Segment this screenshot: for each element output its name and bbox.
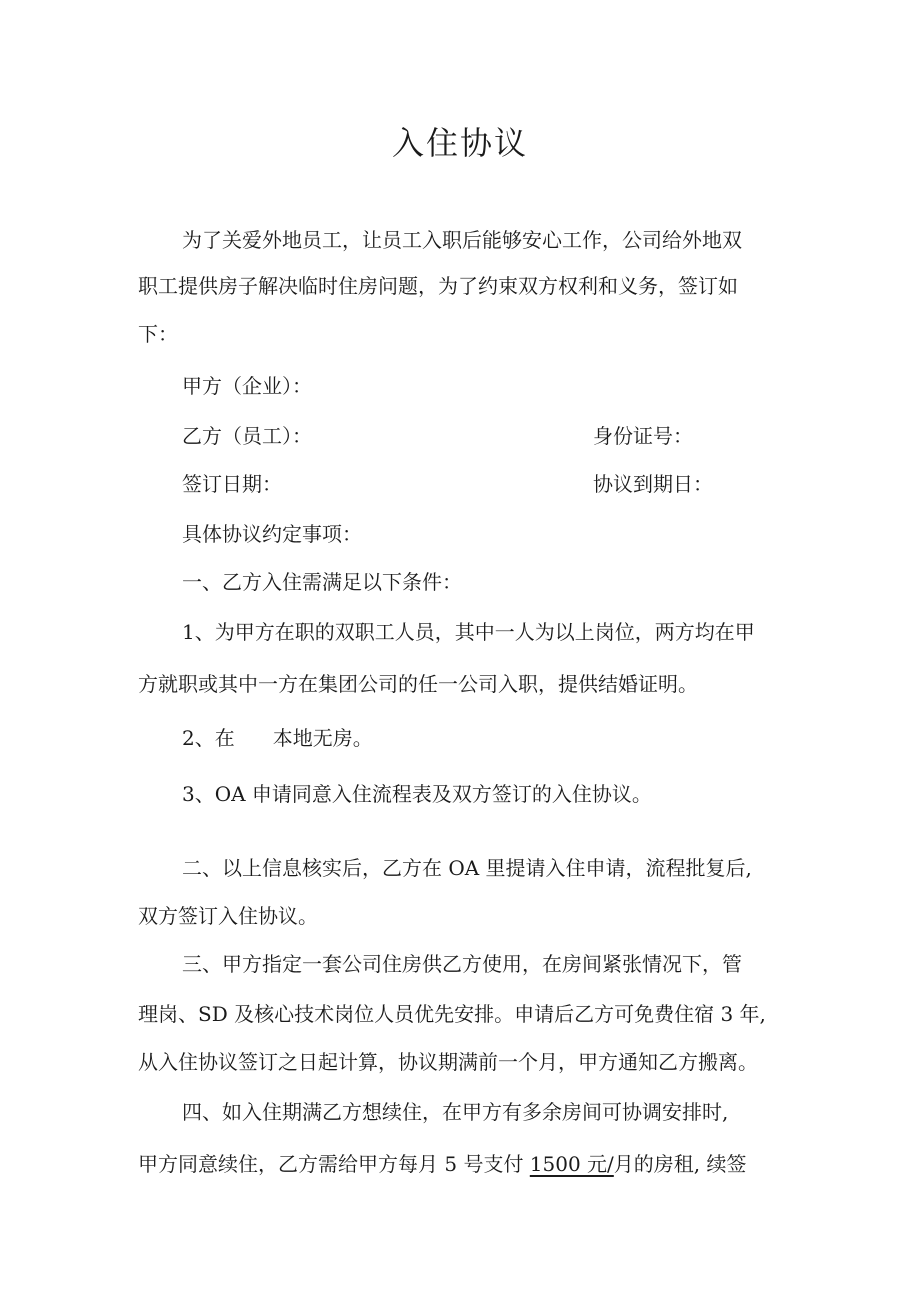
item-2-suffix: 本地无房。 <box>272 726 373 750</box>
intro-line-3: 下： <box>138 322 178 346</box>
section-1-item-1-line-1: 1、为甲方在职的双职工人员，其中一人为以上岗位，两方均在甲 <box>182 620 755 644</box>
section-3-line-3: 从入住协议签订之日起计算，协议期满前一个月，甲方通知乙方搬离。 <box>138 1050 758 1074</box>
intro-line-1: 为了关爱外地员工，让员工入职后能够安心工作，公司给外地双 <box>182 228 742 252</box>
section-2-line-1: 二、以上信息核实后，乙方在 OA 里提请入住申请，流程批复后, <box>182 856 752 880</box>
section-3-line-1: 三、甲方指定一套公司住房供乙方使用，在房间紧张情况下，管 <box>182 952 742 976</box>
section-1-item-1-line-2: 方就职或其中一方在集团公司的任一公司入职，提供结婚证明。 <box>138 672 698 696</box>
section-1-item-3: 3、OA 申请同意入住流程表及双方签订的入住协议。 <box>182 782 652 806</box>
section-1-item-2 <box>182 722 373 754</box>
section-3-line-2: 理岗、SD 及核心技术岗位人员优先安排。申请后乙方可免费住宿 3 年, <box>138 1002 766 1026</box>
rent-amount: 1500 元/ <box>529 1152 614 1176</box>
id-number-label: 身份证号： <box>593 424 693 448</box>
section-4-line-2-end: 月的房租, 续签 <box>613 1152 747 1176</box>
party-a-label: 甲方（企业）： <box>182 374 312 398</box>
section-4-line-2 <box>138 1148 747 1180</box>
section-2-line-2: 双方签订入住协议。 <box>138 904 318 928</box>
party-b-label: 乙方（员工）： <box>182 424 312 448</box>
expiry-date-label: 协议到期日： <box>593 472 713 496</box>
item-2-prefix: 2、在 <box>182 726 235 750</box>
document-title: 入住协议 <box>391 124 528 162</box>
section-4-line-1: 四、如入住期满乙方想续住，在甲方有多余房间可协调安排时, <box>182 1100 729 1124</box>
terms-heading: 具体协议约定事项： <box>182 522 362 546</box>
intro-line-2: 职工提供房子解决临时住房问题，为了约束双方权利和义务，签订如 <box>138 274 738 298</box>
section-1-heading: 一、乙方入住需满足以下条件： <box>182 570 462 594</box>
sign-date-label: 签订日期： <box>182 472 282 496</box>
section-4-line-2-start: 甲方同意续住，乙方需给甲方每月 5 号支付 <box>138 1152 530 1176</box>
